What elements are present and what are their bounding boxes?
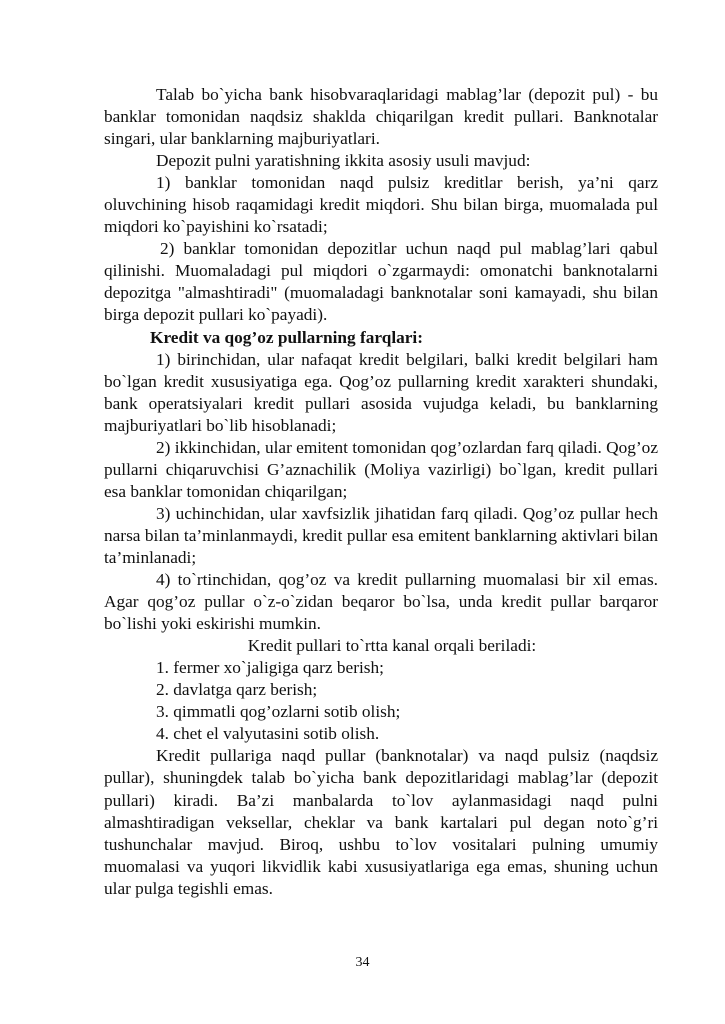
paragraph-credit-money-types: Kredit pullariga naqd pullar (banknotalar) va naqd pulsiz (naqdsiz pullar), shuningdek talab bo`yicha bank depozitlaridagi mablag’lar (depozit pullari) kiradi. Ba’zi manbalarda to`lov aylanmasidagi naqd pulni almashtiradigan veksellar, cheklar va bank kartalari pul degan noto`g’ri tushunchalar mavjud. Biroq, ushbu to`lov vositalari pulning umumiy muomalasi va yuqori likvidlik kabi xususiyatlariga ega emas, shuning uchun ular pulga tegishli emas. [104,746,658,898]
page-number: 34 [355,955,370,970]
paragraph-two-methods: Depozit pulni yaratishning ikkita asosiy usuli mavjud: [156,151,531,171]
list-item: 4. chet el valyutasini sotib olish. [156,724,380,744]
paragraph-deposit-money: Talab bo`yicha bank hisobvaraqlaridagi mablag’lar (depozit pul) - bu banklar tomonidan naqdsiz shaklda chiqarilgan kredit pullari. Banknotalar singari, ular banklarning majburiyatlari. [104,85,658,149]
paragraph-difference-3: 3) uchinchidan, ular xavfsizlik jihatidan farq qiladi. Qog’oz pullar hech narsa bilan ta’minlanmaydi, kredit pullar esa emitent banklarning aktivlari bilan ta’minlanadi; [104,503,658,567]
list-item: 3. qimmatli qog’ozlarni sotib olish; [156,702,401,722]
paragraph-method-1: 1) banklar tomonidan naqd pulsiz kreditlar berish, ya’ni qarz oluvchining hisob raqamidagi kredit miqdori. Shu bilan birga, muomalada pul miqdori ko`payishini ko`rsatadi; [104,173,658,237]
paragraph-method-2: 2) banklar tomonidan depozitlar uchun naqd pul mablag’lari qabul qilinishi. Muomaladagi pul miqdori o`zgarmaydi: omonatchi banknotalarni depozitga "almashtiradi" (muomaladagi banknotalar soni kamayadi, shu bilan birga depozit pullari ko`payadi). [104,239,658,325]
paragraph-difference-2: 2) ikkinchidan, ular emitent tomonidan qog’ozlardan farq qiladi. Qog’oz pullarni chiqaruvchisi G’aznachilik (Moliya vazirligi) bo`lgan, kredit pullari esa banklar tomonidan chiqarilgan; [104,437,658,501]
section-heading: Kredit va qog’oz pullarning farqlari: [150,327,423,347]
list-item: 2. davlatga qarz berish; [156,680,318,700]
paragraph-difference-4: 4) to`rtinchidan, qog’oz va kredit pullarning muomalasi bir xil emas. Agar qog’oz pullar o`z-o`zidan beqaror bo`lsa, unda kredit pullar barqaror bo`lishi yoki eskirishi mumkin. [104,570,658,634]
list-item: 1. fermer xo`jaligiga qarz berish; [156,658,384,678]
paragraph-difference-1: 1) birinchidan, ular nafaqat kredit belgilari, balki kredit belgilari ham bo`lgan kredit xususiyatiga ega. Qog’oz pullarning kredit xarakteri shundaki, bank operatsiyalari kredit pullari asosida vujudga keladi, bu banklarning majburiyatlari bo`lib hisoblanadi; [104,349,658,435]
body-text [104,84,658,900]
channels-title: Kredit pullari to`rtta kanal orqali beriladi: [247,636,537,656]
